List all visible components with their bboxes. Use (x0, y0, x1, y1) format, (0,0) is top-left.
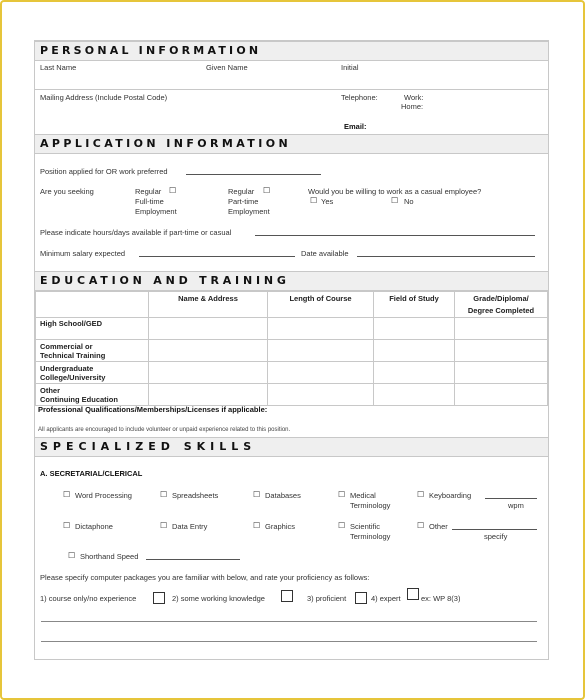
table-cell[interactable] (374, 340, 455, 362)
volunteer-note: All applicants are encouraged to include volunteer or unpaid experience related to this position. (38, 427, 291, 433)
rating-1-label: 1) course only/no experience (40, 594, 137, 603)
rating-2-box[interactable] (281, 590, 293, 602)
computer-packages-line-2[interactable] (41, 641, 537, 642)
medical-terminology-label: Terminology (350, 501, 391, 510)
table-row (36, 318, 548, 340)
table-cell[interactable] (455, 384, 548, 406)
col-name-address: Name & Address (149, 292, 268, 318)
casual-no-label: No (404, 197, 414, 206)
dictaphone-label: Dictaphone (75, 522, 113, 531)
word-processing-label: Word Processing (75, 491, 132, 500)
regular-parttime-label-2: Part-time (228, 197, 259, 206)
row-label-commercial (36, 340, 149, 362)
section-specialized-skills: SPECIALIZED SKILLS (35, 437, 548, 457)
section-personal-information: PERSONAL INFORMATION (35, 41, 548, 61)
regular-fulltime-label: Regular (135, 187, 162, 196)
table-cell[interactable] (455, 340, 548, 362)
spreadsheets-label: Spreadsheets (172, 491, 219, 500)
other-checkbox[interactable]: ☐ (417, 521, 425, 530)
email-label: Email: (344, 122, 367, 131)
regular-fulltime-label-2: Full-time (135, 197, 164, 206)
row-label-line: Commercial or (40, 341, 93, 351)
table-cell[interactable] (268, 318, 374, 340)
rating-2-label: 2) some working knowledge (172, 594, 265, 603)
rating-1-box[interactable] (153, 592, 165, 604)
col-grade-line-2: Degree Completed (467, 306, 535, 315)
shorthand-speed-field[interactable] (146, 559, 240, 560)
table-cell[interactable] (374, 362, 455, 384)
table-cell[interactable] (268, 384, 374, 406)
work-phone-label: Work: (404, 93, 424, 102)
scientific-terminology-checkbox[interactable]: ☐ (338, 521, 346, 530)
row-label-line: Other (40, 385, 61, 395)
rating-4-label: 4) expert (371, 594, 401, 603)
table-cell[interactable] (149, 318, 268, 340)
shorthand-checkbox[interactable]: ☐ (68, 551, 76, 560)
hours-available-label: Please indicate hours/days available if part-time or casual (40, 228, 232, 237)
row-label-high-school: High School/GED (36, 318, 149, 340)
graphics-checkbox[interactable]: ☐ (253, 521, 261, 530)
data-entry-label: Data Entry (172, 522, 208, 531)
position-field[interactable] (186, 174, 321, 175)
table-row (36, 340, 548, 362)
computer-packages-line-1[interactable] (41, 621, 537, 622)
row-label-line: Continuing Education (40, 394, 118, 404)
mailing-address-label: Mailing Address (Include Postal Code) (40, 93, 168, 102)
minimum-salary-field[interactable] (139, 256, 295, 257)
date-available-field[interactable] (357, 256, 535, 257)
casual-yes-label: Yes (321, 197, 334, 206)
keyboarding-wpm-field[interactable] (485, 498, 537, 499)
divider (35, 89, 548, 90)
databases-label: Databases (265, 491, 301, 500)
table-cell[interactable] (455, 362, 548, 384)
rating-3-box[interactable] (355, 592, 367, 604)
secretarial-subheading: A. SECRETARIAL/CLERICAL (40, 469, 143, 478)
keyboarding-checkbox[interactable]: ☐ (417, 490, 425, 499)
col-length-of-course: Length of Course (268, 292, 374, 318)
table-cell[interactable] (374, 384, 455, 406)
position-label: Position applied for OR work preferred (40, 167, 168, 176)
casual-question: Would you be willing to work as a casual employee? (308, 187, 482, 196)
seeking-label: Are you seeking (40, 187, 94, 196)
education-table (35, 291, 548, 406)
table-cell[interactable] (149, 384, 268, 406)
casual-no-checkbox[interactable]: ☐ (391, 196, 399, 205)
table-header-row (36, 292, 548, 318)
table-cell[interactable] (149, 340, 268, 362)
row-label-line: Technical Training (40, 350, 106, 360)
rating-example: ex: WP 8(3) (421, 594, 461, 603)
regular-parttime-label-3: Employment (228, 207, 270, 216)
minimum-salary-label: Minimum salary expected (40, 249, 126, 258)
dictaphone-checkbox[interactable]: ☐ (63, 521, 71, 530)
table-cell[interactable] (268, 362, 374, 384)
medical-label: Medical (350, 491, 376, 500)
medical-terminology-checkbox[interactable]: ☐ (338, 490, 346, 499)
initial-label: Initial (341, 63, 359, 72)
rating-4-box[interactable] (407, 588, 419, 600)
row-label-other (36, 384, 149, 406)
scientific-label: Scientific (350, 522, 381, 531)
row-label-undergraduate (36, 362, 149, 384)
regular-fulltime-checkbox[interactable]: ☐ (169, 186, 177, 195)
computer-packages-instructions: Please specify computer packages you are familiar with below, and rate your proficiency as follows: (40, 573, 370, 582)
regular-fulltime-label-3: Employment (135, 207, 177, 216)
specify-label: specify (484, 532, 508, 541)
databases-checkbox[interactable]: ☐ (253, 490, 261, 499)
casual-yes-checkbox[interactable]: ☐ (310, 196, 318, 205)
col-field-of-study: Field of Study (374, 292, 455, 318)
other-label: Other (429, 522, 448, 531)
header-blank (36, 292, 149, 318)
keyboarding-label: Keyboarding (429, 491, 472, 500)
last-name-label: Last Name (40, 63, 77, 72)
other-specify-field[interactable] (452, 529, 537, 530)
graphics-label: Graphics (265, 522, 296, 531)
table-row (36, 362, 548, 384)
table-cell[interactable] (374, 318, 455, 340)
col-grade-diploma (455, 292, 548, 318)
data-entry-checkbox[interactable]: ☐ (160, 521, 168, 530)
home-phone-label: Home: (401, 102, 424, 111)
section-education-training: EDUCATION AND TRAINING (35, 271, 548, 291)
row-label-line: College/University (40, 372, 106, 382)
rating-3-label: 3) proficient (307, 594, 347, 603)
telephone-label: Telephone: (341, 93, 378, 102)
regular-parttime-checkbox[interactable]: ☐ (263, 186, 271, 195)
qualifications-label: Professional Qualifications/Memberships/Licenses if applicable: (38, 405, 268, 414)
col-grade-line-1: Grade/Diploma/ (473, 294, 529, 303)
hours-available-field[interactable] (255, 235, 535, 236)
section-application-information: APPLICATION INFORMATION (35, 134, 548, 154)
shorthand-speed-label: Shorthand Speed (80, 552, 139, 561)
table-row (36, 384, 548, 406)
regular-parttime-label: Regular (228, 187, 255, 196)
employment-application-form (34, 40, 549, 660)
table-cell[interactable] (149, 362, 268, 384)
wpm-label: wpm (508, 501, 524, 510)
row-label-line: Undergraduate (40, 363, 94, 373)
spreadsheets-checkbox[interactable]: ☐ (160, 490, 168, 499)
table-cell[interactable] (455, 318, 548, 340)
table-cell[interactable] (268, 340, 374, 362)
scientific-terminology-label: Terminology (350, 532, 391, 541)
date-available-label: Date available (301, 249, 349, 258)
word-processing-checkbox[interactable]: ☐ (63, 490, 71, 499)
given-name-label: Given Name (206, 63, 248, 72)
